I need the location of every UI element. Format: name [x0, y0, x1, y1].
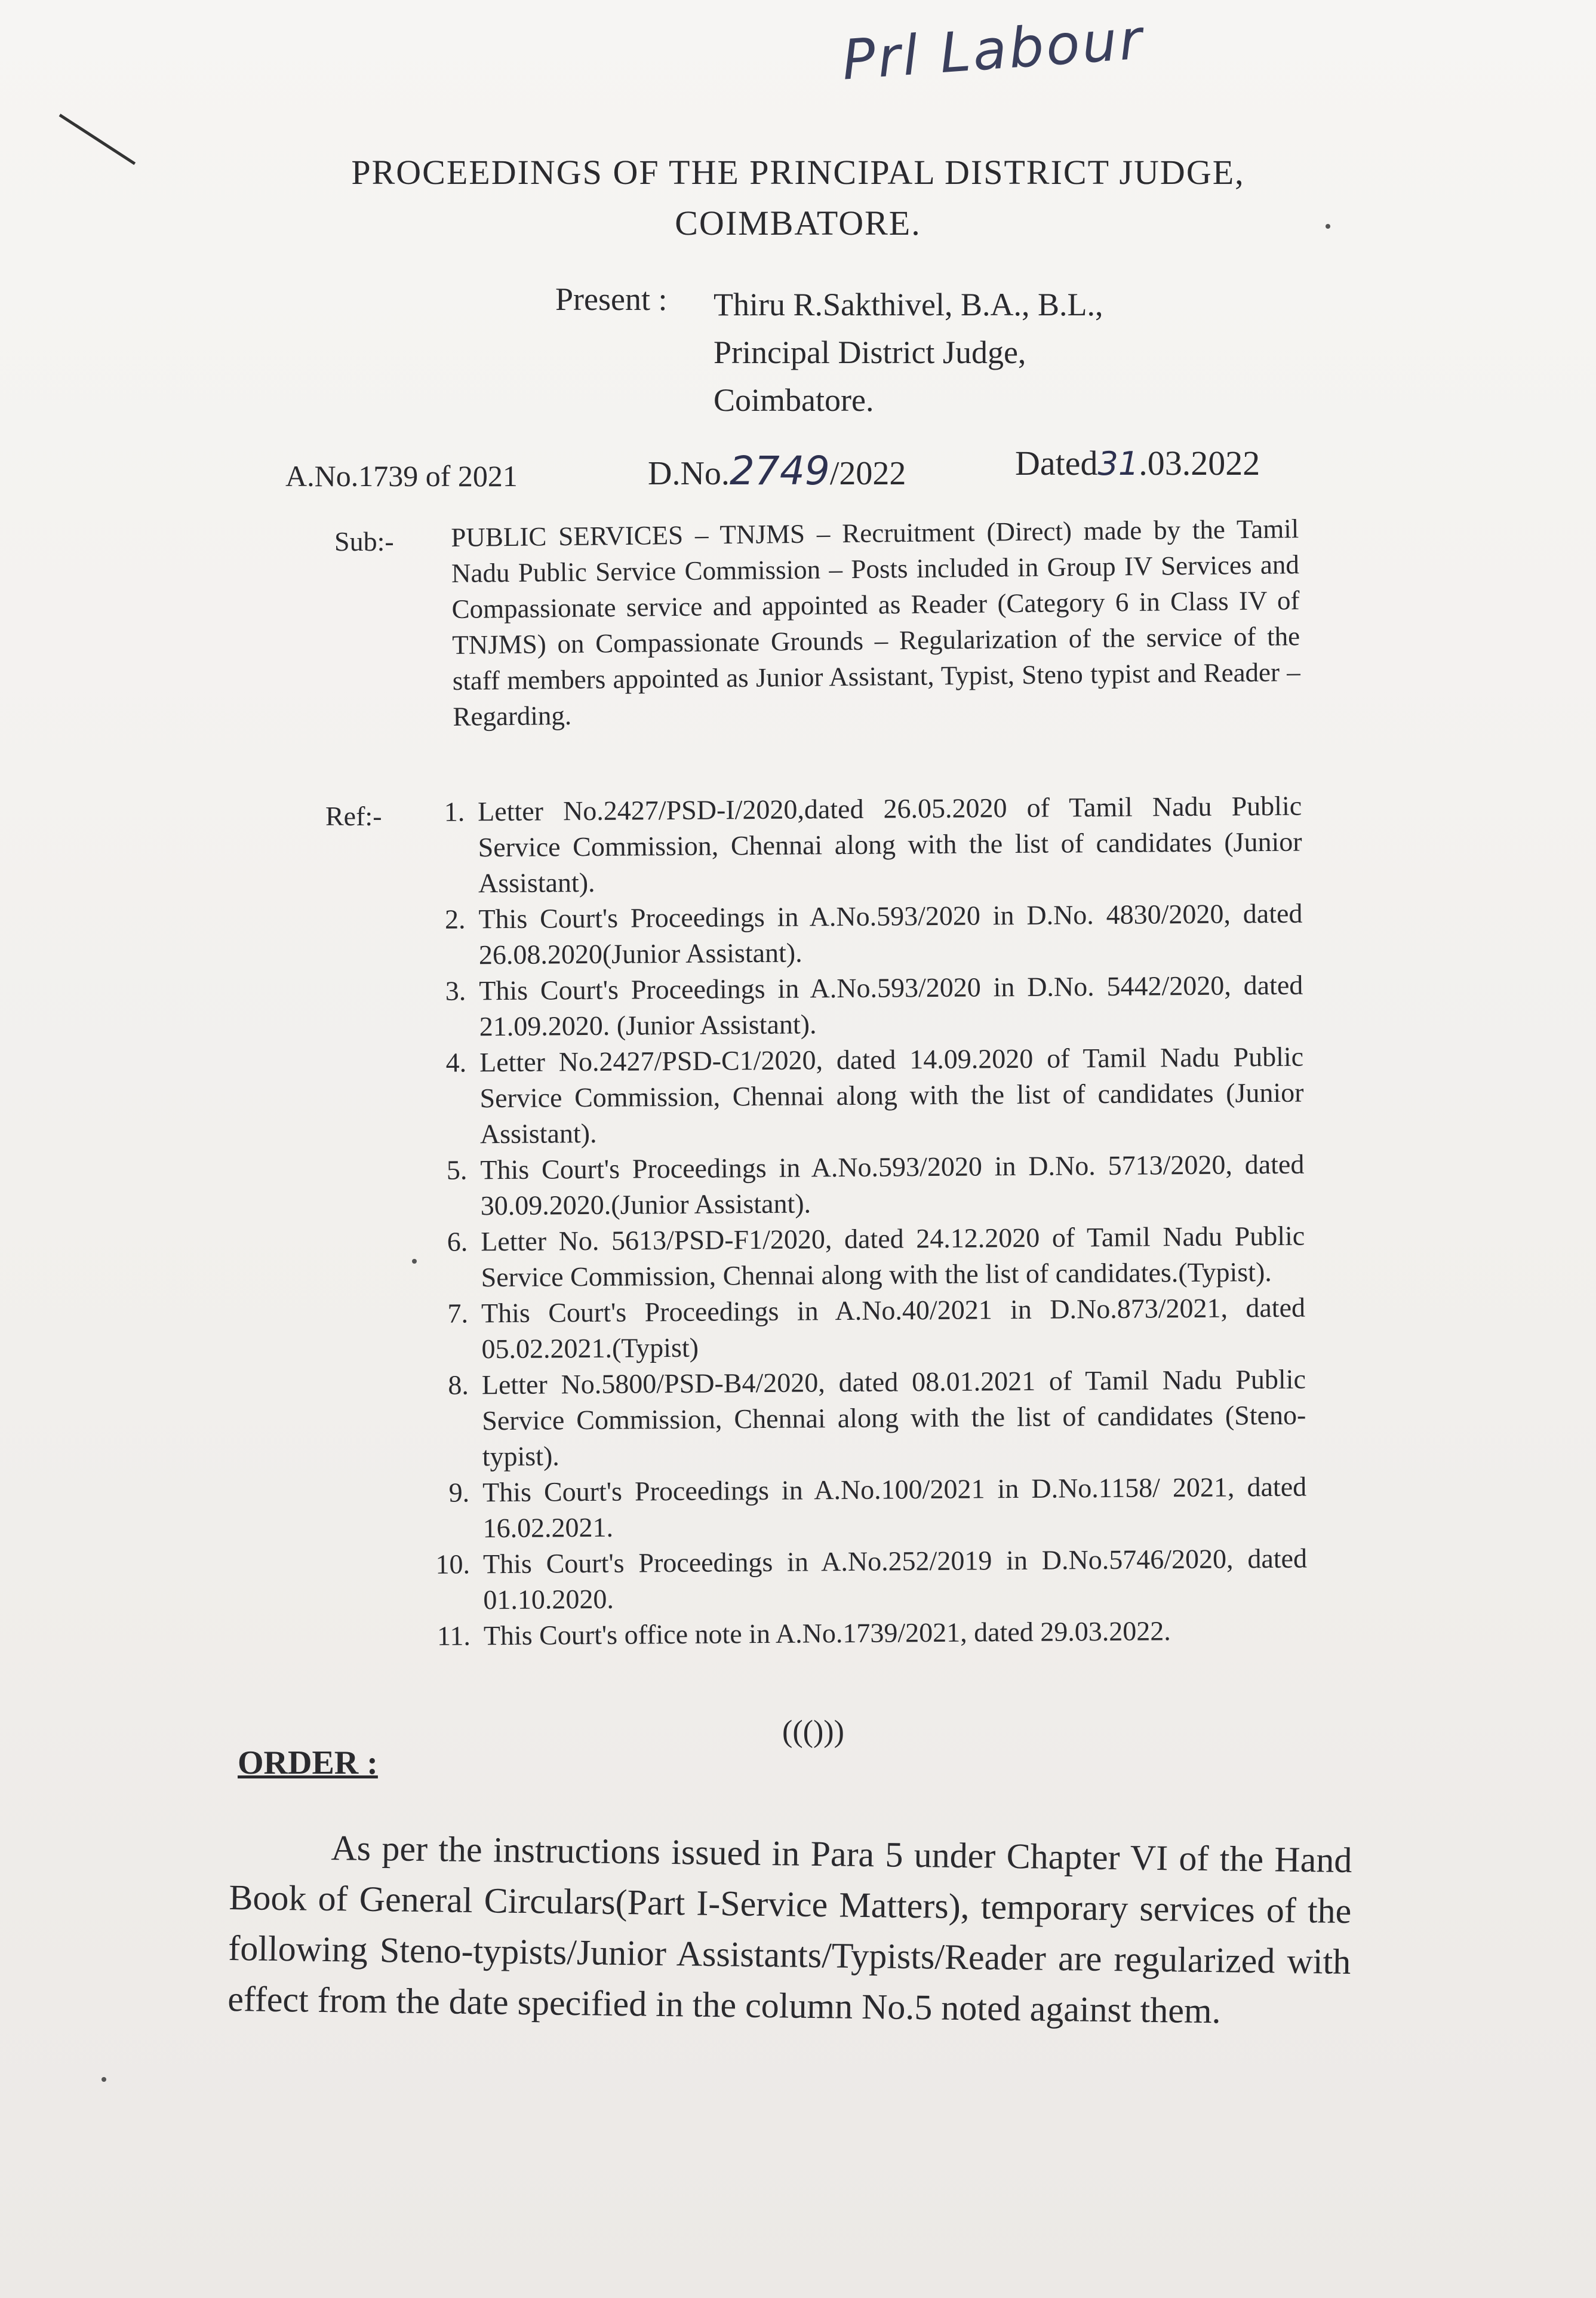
handwritten-note: Prl Labour [839, 7, 1146, 93]
reference-text: Letter No.5800/PSD-B4/2020, dated 08.01.2021 of Tamil Nadu Public Service Commission, Chennai along with the list of candidates (Steno-typist). [481, 1363, 1306, 1472]
reference-number: 3. [445, 975, 466, 1006]
d-no-handwritten: 2749 [729, 448, 830, 494]
reference-number: 5. [446, 1154, 468, 1185]
speck [1326, 224, 1330, 229]
reference-text: Letter No.2427/PSD-I/2020,dated 26.05.2020 of Tamil Nadu Public Service Commission, Chennai along with the list of candidates (Junior Assistant). [478, 790, 1302, 899]
reference-text: Letter No.2427/PSD-C1/2020, dated 14.09.2020 of Tamil Nadu Public Service Commission, Chennai along with the list of candidates (Junior Assistant). [479, 1041, 1304, 1150]
d-no [648, 448, 906, 494]
reference-number: 6. [447, 1226, 468, 1257]
reference-text: This Court's office note in A.No.1739/2021, dated 29.03.2022. [483, 1615, 1171, 1651]
judge-designation: Principal District Judge, [714, 334, 1026, 370]
order-paragraph: As per the instructions issued in Para 5 under Chapter VI of the Hand Book of General Circulars(Part I-Service Matters), temporary services of the following Steno-typists/Junior Assistants/Typists/Reader are regularized with effect from the date specified in the column No.5 noted against them. [227, 1828, 1352, 2031]
d-no-prefix: D.No. [648, 455, 730, 492]
reference-item [423, 1469, 1307, 1547]
judge-place: Coimbatore. [714, 382, 874, 418]
reference-item [424, 1612, 1308, 1654]
reference-item [419, 967, 1303, 1045]
references-list [418, 788, 1308, 1654]
heading-line-1: PROCEEDINGS OF THE PRINCIPAL DISTRICT JUDGE, [351, 153, 1245, 192]
present-label: Present : [555, 281, 668, 317]
reference-item [420, 1039, 1304, 1153]
reference-text: This Court's Proceedings in A.No.40/2021 in D.No.873/2021, dated 05.02.2021.(Typist) [481, 1292, 1306, 1365]
judge-name: Thiru R.Sakthivel, B.A., B.L., [714, 287, 1103, 322]
reference-text: This Court's Proceedings in A.No.252/2019 in D.No.5746/2020, dated 01.10.2020. [482, 1543, 1308, 1615]
order-heading: ORDER : [238, 1744, 378, 1781]
reference-number: 4. [445, 1047, 467, 1078]
reference-number: 8. [448, 1369, 469, 1400]
speck [412, 1259, 417, 1264]
dated-suffix: .03.2022 [1139, 444, 1260, 483]
dated [1015, 443, 1260, 483]
reference-item [423, 1541, 1308, 1618]
reference-text: This Court's Proceedings in A.No.100/2021 in D.No.1158/ 2021, dated 16.02.2021. [482, 1471, 1307, 1544]
subject-text: PUBLIC SERVICES – TNJMS – Recruitment (Direct) made by the Tamil Nadu Public Service Commission – Posts included in Group IV Services and Compassionate service and appointed as Reader (Category 6 in Class IV of TNJMS) on Compassionate Grounds – Regularization of the service of the staff members appointed as Junior Assistant, Typist, Steno typist and Reader – Regarding. [451, 514, 1301, 732]
heading-line-2: COIMBATORE. [675, 204, 921, 242]
present-block [714, 281, 1103, 424]
d-no-suffix: /2022 [829, 455, 906, 492]
reference-number: 2. [444, 904, 466, 935]
separator-mark: ((())) [782, 1715, 844, 1749]
reference-text: This Court's Proceedings in A.No.593/2020 in D.No. 5713/2020, dated 30.09.2020.(Junior Assistant). [480, 1148, 1305, 1221]
reference-item [422, 1290, 1306, 1368]
reference-text: This Court's Proceedings in A.No.593/2020 in D.No. 4830/2020, dated 26.08.2020(Junior Assistant). [478, 898, 1303, 970]
reference-text: This Court's Proceedings in A.No.593/2020 in D.No. 5442/2020, dated 21.09.2020. (Junior Assistant). [479, 969, 1303, 1042]
subject-label: Sub:- [334, 526, 394, 557]
dated-handwritten: 31 [1097, 445, 1139, 483]
reference-item [418, 788, 1302, 902]
reference-item [420, 1147, 1305, 1224]
reference-number: 9. [448, 1477, 470, 1508]
reference-number: 11. [436, 1620, 471, 1651]
a-no: A.No.1739 of 2021 [285, 459, 518, 493]
speck [102, 2077, 106, 2082]
reference-text: Letter No. 5613/PSD-F1/2020, dated 24.12.2020 of Tamil Nadu Public Service Commission, Chennai along with the list of candidates.(Typist). [481, 1220, 1305, 1293]
reference-number: 1. [444, 796, 465, 827]
reference-number: 7. [447, 1298, 469, 1329]
references-label: Ref:- [325, 801, 382, 831]
reference-item [419, 896, 1303, 973]
dated-prefix: Dated [1015, 444, 1098, 483]
reference-number: 10. [435, 1549, 471, 1580]
reference-item [422, 1362, 1306, 1475]
reference-item [421, 1218, 1305, 1296]
